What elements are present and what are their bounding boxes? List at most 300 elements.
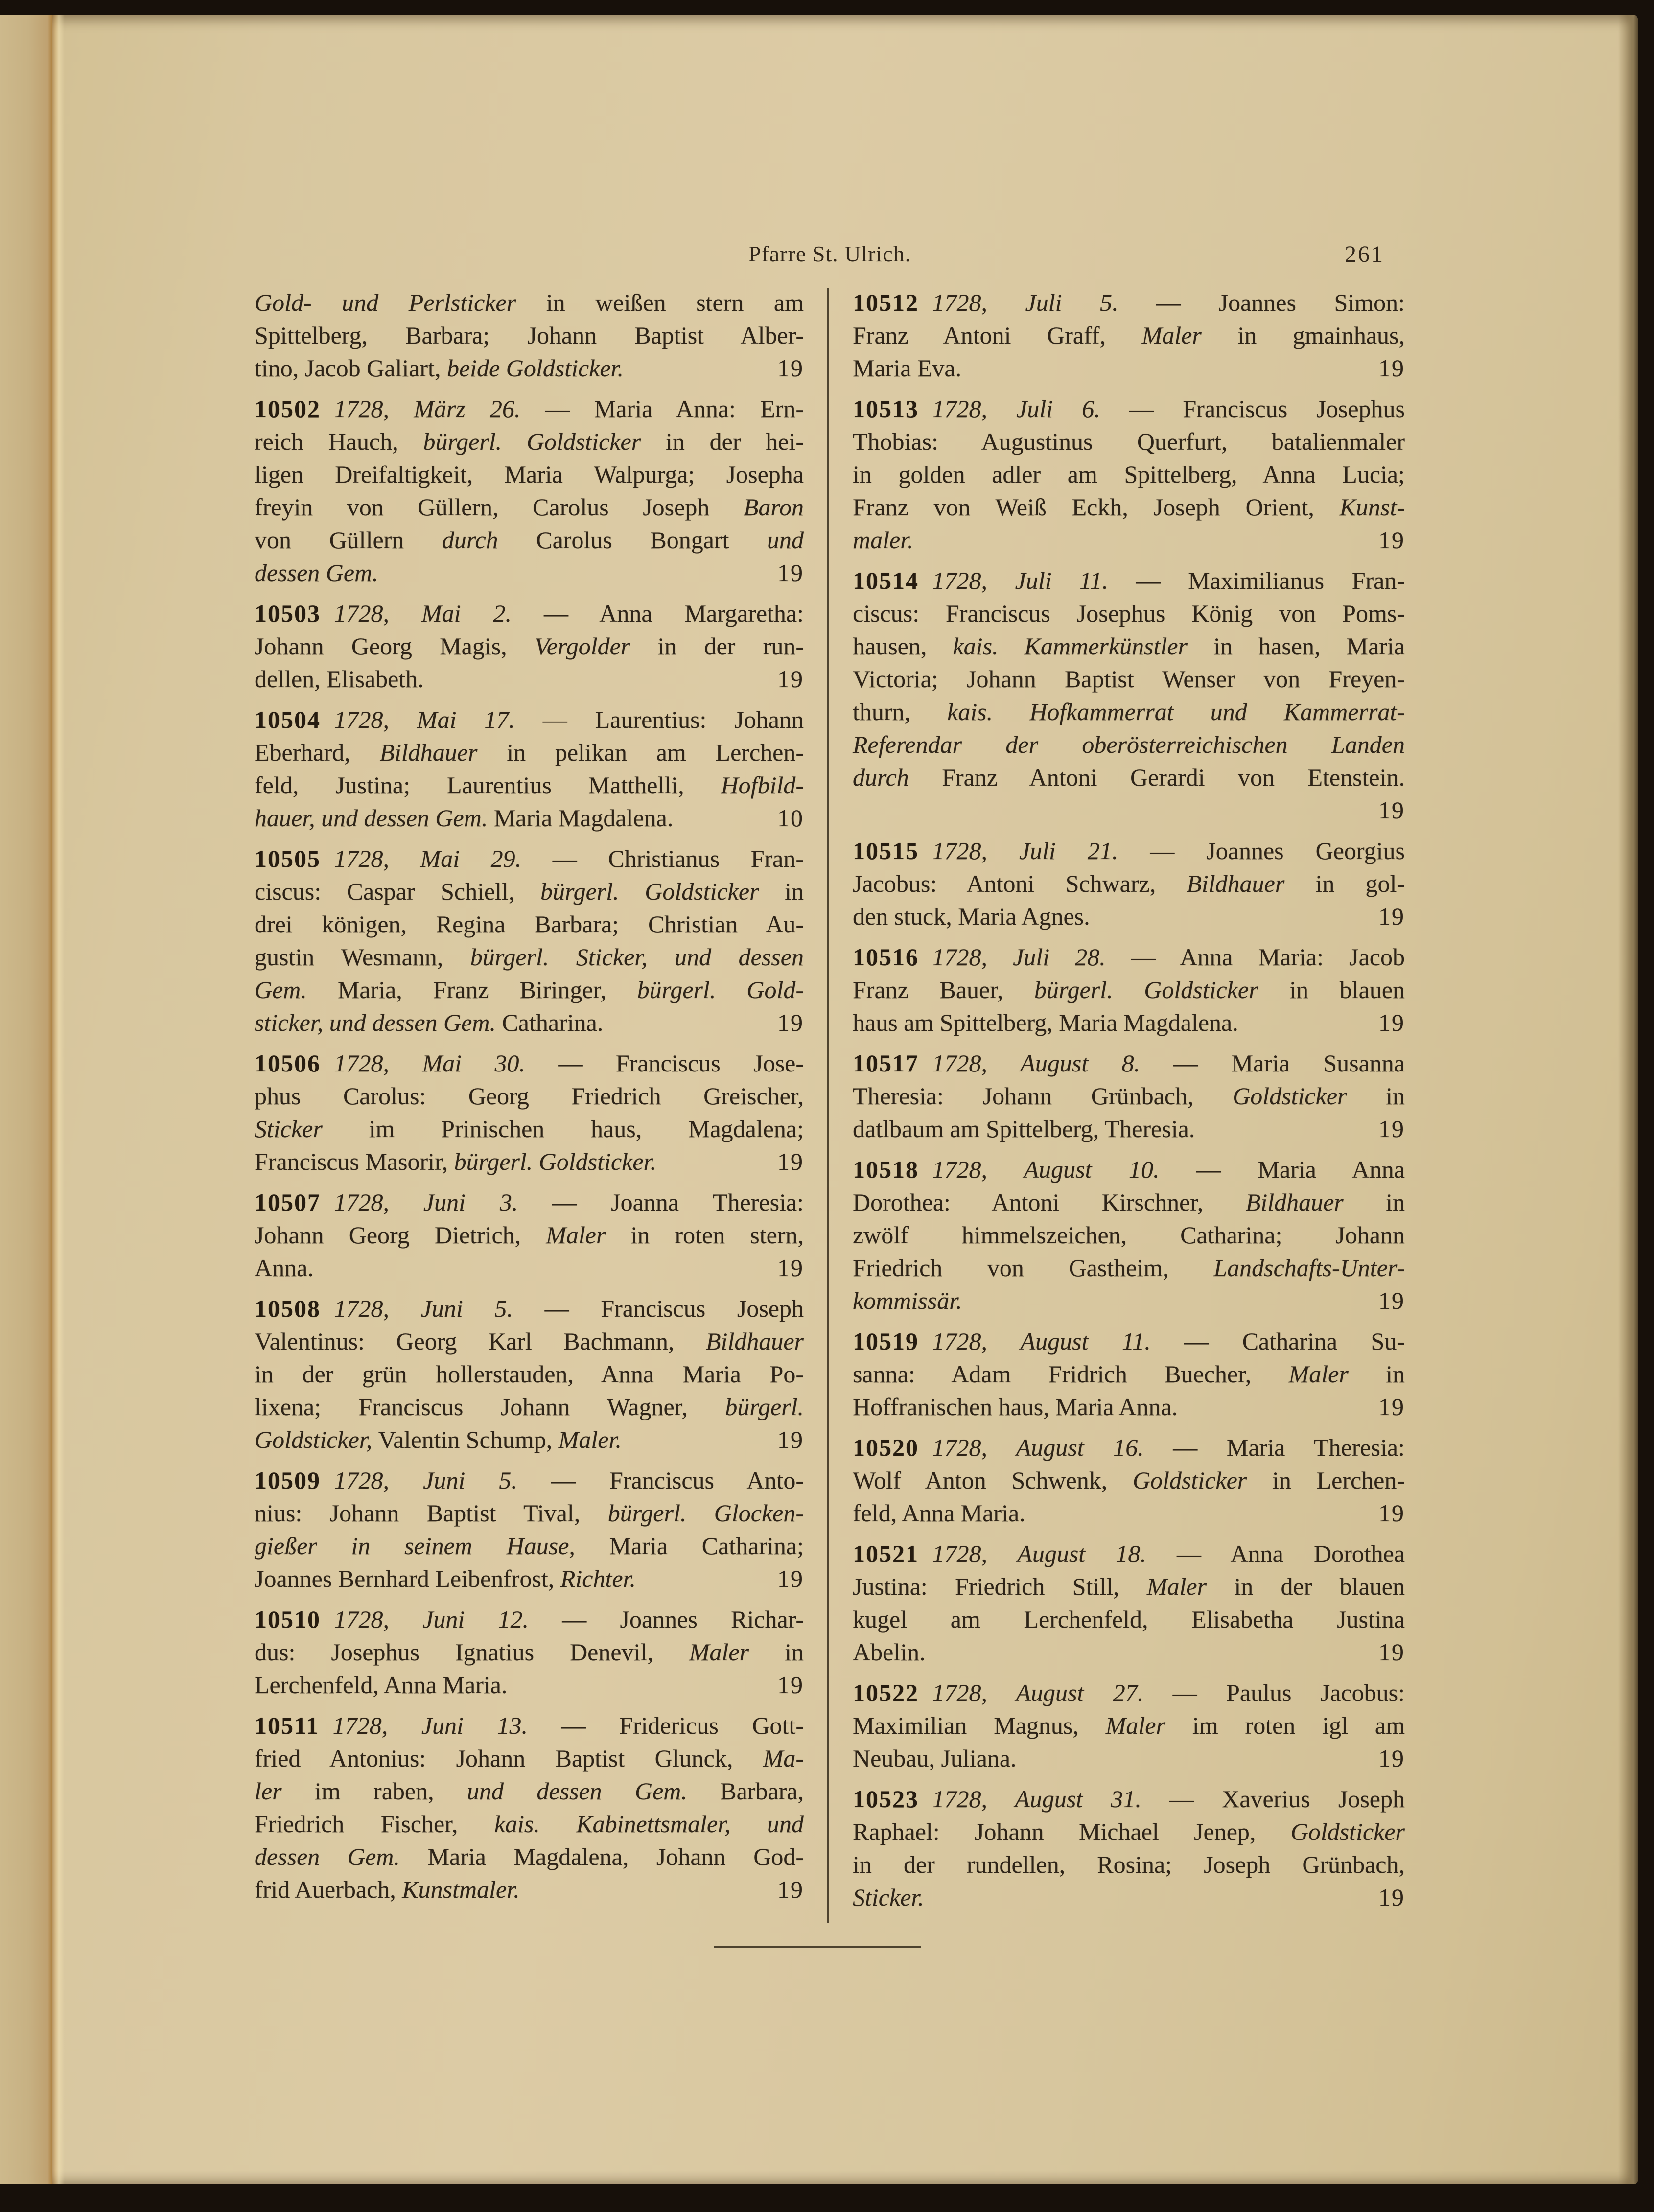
text-line xyxy=(853,286,1405,319)
text-line-content xyxy=(255,557,378,589)
text-line xyxy=(853,1047,1405,1080)
entry-italic-text: Maler xyxy=(1141,322,1238,349)
text-line xyxy=(255,1464,804,1497)
text-line xyxy=(255,1669,804,1701)
entry-text: — Joannes Georgius xyxy=(1150,837,1405,864)
entry-number: 10503 xyxy=(255,600,321,627)
text-line xyxy=(255,842,804,875)
text-line xyxy=(255,802,804,835)
entry-italic-text: 1728, Juli 6. xyxy=(932,395,1130,422)
entry-ref-number: 19 xyxy=(777,1876,804,1903)
entry-ref-number: 19 xyxy=(1378,1745,1405,1772)
column-divider-rule xyxy=(827,288,829,1923)
register-entry xyxy=(853,1783,1405,1914)
entry-text: — Maria Anna xyxy=(1196,1156,1405,1183)
text-line xyxy=(853,1006,1405,1039)
text-line-content xyxy=(853,1742,1017,1775)
text-line xyxy=(853,1464,1405,1497)
entry-ref-number: 19 xyxy=(1378,903,1405,930)
text-line xyxy=(255,908,804,941)
text-line-content xyxy=(255,1669,507,1701)
text-line xyxy=(853,1881,1405,1914)
entry-text: Jacobus: Antoni Schwarz, xyxy=(853,870,1187,897)
text-line xyxy=(853,1742,1405,1775)
entry-ref-number: 19 xyxy=(1378,1009,1405,1036)
text-line xyxy=(255,663,804,696)
register-entry xyxy=(255,393,804,589)
text-line xyxy=(255,1047,804,1080)
entry-text: — Christianus Fran- xyxy=(552,845,804,872)
text-line xyxy=(853,761,1405,794)
text-line-content xyxy=(255,1873,520,1906)
entry-italic-text: 1728, August 8. xyxy=(932,1049,1174,1077)
entry-text: Franz Antoni Gerardi von Etenstein. xyxy=(942,764,1405,791)
entry-italic-text: Bildhauer xyxy=(379,739,507,766)
entry-text: Neubau, Juliana. xyxy=(853,1745,1017,1772)
text-line xyxy=(853,835,1405,867)
entry-italic-text: 1728, August 11. xyxy=(932,1327,1185,1355)
entry-italic-text: sticker, und dessen Gem. xyxy=(255,1009,502,1036)
entry-italic-text: 1728, Juni 5. xyxy=(334,1295,545,1322)
entry-text: Joannes Bernhard Leibenfrost, xyxy=(255,1565,560,1592)
entry-italic-text: Kunstmaler. xyxy=(402,1876,520,1903)
entry-text: in der blauen xyxy=(1234,1573,1405,1600)
entry-italic-text: bürgerl. Goldsticker xyxy=(1034,976,1290,1003)
register-entry xyxy=(853,835,1405,933)
text-line xyxy=(853,1113,1405,1145)
text-line xyxy=(853,1219,1405,1252)
entry-ref-number: 19 xyxy=(777,559,804,586)
entry-text: Victoria; Johann Baptist Wenser von Freyen- xyxy=(853,665,1405,693)
entry-italic-text: 1728, August 27. xyxy=(932,1679,1173,1706)
entry-text: haus am Spittelberg, Maria Magdalena. xyxy=(853,1009,1238,1036)
entry-text: in gol- xyxy=(1315,870,1405,897)
text-line xyxy=(853,393,1405,425)
entry-ref-number: 19 xyxy=(1378,1393,1405,1420)
page-gutter xyxy=(0,15,52,2184)
register-entry xyxy=(255,1464,804,1595)
entry-text: dus: Josephus Ignatius Denevil, xyxy=(255,1638,689,1666)
entry-number: 10504 xyxy=(255,706,321,733)
text-line xyxy=(255,875,804,908)
text-line xyxy=(853,867,1405,900)
entry-italic-text: dessen Gem. xyxy=(255,1843,428,1870)
entry-text: Anna. xyxy=(255,1254,314,1281)
entry-text: fried Antonius: Johann Baptist Glunck, xyxy=(255,1745,763,1772)
entry-ref-number: 19 xyxy=(1378,1115,1405,1142)
text-line-content xyxy=(255,1562,636,1595)
entry-text: — Franciscus Joseph xyxy=(544,1295,804,1322)
entry-text: gustin Wesmann, xyxy=(255,943,470,971)
entry-italic-text: 1728, Juli 5. xyxy=(932,289,1157,316)
entry-ref-number: 19 xyxy=(777,665,804,693)
entry-italic-text: bürgerl. xyxy=(725,1393,804,1420)
text-line-content xyxy=(255,802,673,835)
entry-italic-text: Maler. xyxy=(558,1426,622,1453)
gutter-crease xyxy=(52,15,65,2184)
entry-text: in der hei- xyxy=(665,428,804,455)
entry-text: Theresia: Johann Grünbach, xyxy=(853,1082,1233,1110)
entry-ref-number: 19 xyxy=(777,1009,804,1036)
text-line xyxy=(853,1080,1405,1113)
entry-text: — Anna Dorothea xyxy=(1177,1540,1405,1567)
text-line xyxy=(853,1153,1405,1186)
entry-italic-text: 1728, März 26. xyxy=(334,395,545,422)
text-line xyxy=(853,728,1405,761)
text-line xyxy=(255,1562,804,1595)
text-line xyxy=(853,1709,1405,1742)
page-edge-right xyxy=(1618,15,1638,2184)
entry-text: Carolus Bongart xyxy=(536,526,768,554)
entry-italic-text: Referendar der oberösterreichischen Landen xyxy=(853,731,1405,758)
entry-text: in golden adler am Spittelberg, Anna Lucia; xyxy=(853,461,1405,488)
entry-ref-number: 19 xyxy=(1378,1638,1405,1666)
register-entry xyxy=(853,1325,1405,1423)
entry-text: Maria, Franz Biringer, xyxy=(337,976,637,1003)
entry-italic-text: 1728, Juli 21. xyxy=(932,837,1150,864)
entry-italic-text: Gold- und Perlsticker xyxy=(255,289,546,316)
entry-text: lixena; Franciscus Johann Wagner, xyxy=(255,1393,725,1420)
register-entry xyxy=(255,1709,804,1906)
entry-italic-text: 1728, Juni 3. xyxy=(334,1188,553,1216)
entry-text: Maximilian Magnus, xyxy=(853,1712,1106,1739)
entry-text: — Catharina Su- xyxy=(1184,1327,1405,1355)
text-line-content xyxy=(853,1391,1178,1423)
entry-text: — Anna Maria: Jacob xyxy=(1131,943,1405,971)
entry-italic-text: Kunst- xyxy=(1339,493,1405,521)
entry-italic-text: Gem. xyxy=(255,976,338,1003)
entry-ref-number: 19 xyxy=(777,1565,804,1592)
entry-italic-text: kais. Hofkammerrat und Kammerrat- xyxy=(947,698,1405,725)
entry-text: Maria Magdalena. xyxy=(493,804,674,832)
entry-text: datlbaum am Spittelberg, Theresia. xyxy=(853,1115,1195,1142)
entry-text: Maria Magdalena, Johann God- xyxy=(427,1843,804,1870)
entry-text: in roten stern, xyxy=(630,1221,804,1249)
entry-text: ciscus: Franciscus Josephus König von Poms- xyxy=(853,600,1405,627)
text-line xyxy=(255,703,804,736)
text-line-content xyxy=(853,352,961,385)
entry-text: den stuck, Maria Agnes. xyxy=(853,903,1090,930)
entry-italic-text: Sticker xyxy=(255,1115,369,1142)
text-line-content xyxy=(853,1636,926,1669)
entry-text: in hasen, Maria xyxy=(1213,632,1405,660)
text-line xyxy=(853,1358,1405,1391)
entry-text: nius: Johann Baptist Tival, xyxy=(255,1499,608,1527)
entry-number: 10516 xyxy=(853,943,919,971)
text-line-content xyxy=(853,1284,962,1317)
register-entry xyxy=(853,941,1405,1039)
entry-text: — Franciscus Anto- xyxy=(551,1467,804,1494)
text-line xyxy=(255,1006,804,1039)
entry-number: 10510 xyxy=(255,1606,321,1633)
entry-text: sanna: Adam Fridrich Buecher, xyxy=(853,1360,1289,1388)
register-entry xyxy=(255,1603,804,1701)
entry-number: 10502 xyxy=(255,395,321,422)
register-entry xyxy=(853,286,1405,385)
entry-text: — Laurentius: Johann xyxy=(542,706,804,733)
entry-text: Dorothea: Antoni Kirschner, xyxy=(853,1188,1246,1216)
text-line xyxy=(853,1570,1405,1603)
text-line xyxy=(255,319,804,352)
text-line xyxy=(255,458,804,491)
text-line xyxy=(853,352,1405,385)
entry-text: — Maria Susanna xyxy=(1173,1049,1405,1077)
entry-italic-text: 1728, Mai 2. xyxy=(334,600,544,627)
entry-text: Spittelberg, Barbara; Johann Baptist Alber- xyxy=(255,322,804,349)
text-line xyxy=(853,1783,1405,1816)
entry-ref-number: 19 xyxy=(1378,1499,1405,1527)
entry-italic-text: Bildhauer xyxy=(1187,870,1316,897)
text-line xyxy=(255,1775,804,1808)
entry-text: — Maria Anna: Ern- xyxy=(545,395,804,422)
entry-italic-text: Landschafts-Unter- xyxy=(1213,1254,1405,1281)
entry-italic-text: Bildhauer xyxy=(1245,1188,1386,1216)
text-line xyxy=(255,1530,804,1562)
entry-italic-text: Maler xyxy=(546,1221,631,1249)
entry-italic-text: Richter. xyxy=(560,1565,636,1592)
text-line xyxy=(255,597,804,630)
entry-text: Valentinus: Georg Karl Bachmann, xyxy=(255,1327,706,1355)
entry-text: zwölf himmelszeichen, Catharina; Johann xyxy=(853,1221,1405,1249)
entry-italic-text: ler xyxy=(255,1777,315,1805)
register-entry xyxy=(853,1153,1405,1317)
entry-number: 10514 xyxy=(853,567,919,594)
entry-italic-text: Maler xyxy=(689,1638,785,1666)
entry-text: in der grün hollerstauden, Anna Maria Po- xyxy=(255,1360,804,1388)
entry-text: Franz Bauer, xyxy=(853,976,1034,1003)
entry-text: Franz Antoni Graff, xyxy=(853,322,1142,349)
register-entry xyxy=(255,842,804,1039)
entry-text: Raphael: Johann Michael Jenep, xyxy=(853,1818,1291,1845)
entry-text: in xyxy=(785,878,804,905)
entry-italic-text: Goldsticker xyxy=(1233,1082,1386,1110)
text-line xyxy=(255,1873,804,1906)
text-line xyxy=(255,1080,804,1113)
entry-italic-text: bürgerl. Goldsticker xyxy=(540,878,785,905)
entry-text: Friedrich von Gastheim, xyxy=(853,1254,1214,1281)
entry-ref-number: 19 xyxy=(777,1426,804,1453)
register-entry xyxy=(853,564,1405,827)
entry-text: ciscus: Caspar Schiell, xyxy=(255,878,541,905)
text-line xyxy=(255,1113,804,1145)
text-line xyxy=(255,941,804,974)
entry-italic-text: 1728, Juni 5. xyxy=(334,1467,551,1494)
entry-ref-number: 10 xyxy=(777,804,804,832)
entry-text: im Prinischen haus, Magdalena; xyxy=(369,1115,804,1142)
text-line xyxy=(255,1636,804,1669)
entry-text: feld, Justina; Laurentius Matthelli, xyxy=(255,771,721,799)
entry-italic-text: Goldsticker, xyxy=(255,1426,378,1453)
text-line xyxy=(853,663,1405,696)
text-line xyxy=(255,974,804,1006)
text-line xyxy=(255,1186,804,1219)
entry-ref-number: 19 xyxy=(1378,1287,1405,1314)
text-line xyxy=(255,352,804,385)
entry-italic-text: Bildhauer xyxy=(706,1327,804,1355)
entry-italic-text: Sticker. xyxy=(853,1884,924,1911)
entry-ref-number: 19 xyxy=(1378,1884,1405,1911)
entry-text: in xyxy=(1386,1082,1405,1110)
entry-italic-text: Maler xyxy=(1288,1360,1386,1388)
text-line xyxy=(853,458,1405,491)
text-line xyxy=(255,1497,804,1530)
text-line xyxy=(853,1816,1405,1848)
text-line xyxy=(255,1423,804,1456)
entry-text: in xyxy=(785,1638,804,1666)
running-head xyxy=(255,241,1405,275)
text-line-content xyxy=(255,1252,314,1284)
text-line-content xyxy=(853,900,1090,933)
entry-text: Wolf Anton Schwenk, xyxy=(853,1467,1133,1494)
end-rule xyxy=(714,1946,921,1948)
register-entry xyxy=(255,703,804,835)
text-line xyxy=(853,1537,1405,1570)
text-line xyxy=(853,1848,1405,1881)
text-line xyxy=(255,736,804,769)
entry-text: Hoffranischen haus, Maria Anna. xyxy=(853,1393,1178,1420)
text-line xyxy=(853,630,1405,663)
text-line xyxy=(853,1252,1405,1284)
entry-italic-text: 1728, Juli 11. xyxy=(932,567,1136,594)
entry-text: dellen, Elisabeth. xyxy=(255,665,424,693)
text-line xyxy=(255,425,804,458)
register-entry xyxy=(853,393,1405,557)
entry-ref-number: 19 xyxy=(1378,526,1405,554)
entry-ref-number: 19 xyxy=(777,1148,804,1175)
text-line xyxy=(853,1186,1405,1219)
entry-text: in pelikan am Lerchen- xyxy=(507,739,804,766)
text-line xyxy=(853,1497,1405,1530)
entry-text: — Paulus Jacobus: xyxy=(1172,1679,1405,1706)
entry-italic-text: durch xyxy=(853,764,942,791)
entry-text: in der rundellen, Rosina; Joseph Grünbach, xyxy=(853,1851,1405,1878)
entry-text: Lerchenfeld, Anna Maria. xyxy=(255,1671,508,1699)
entry-italic-text: gießer in seinem Hause, xyxy=(255,1532,609,1560)
entry-number: 10505 xyxy=(255,845,321,872)
text-line xyxy=(853,1284,1405,1317)
entry-text: drei königen, Regina Barbara; Christian Au- xyxy=(255,910,804,938)
entry-text: Maria Catharina; xyxy=(609,1532,804,1560)
entry-italic-text: Vergolder xyxy=(534,632,658,660)
entry-text: Abelin. xyxy=(853,1638,926,1666)
entry-text: hausen, xyxy=(853,632,953,660)
text-line xyxy=(853,1391,1405,1423)
entry-text: feld, Anna Maria. xyxy=(853,1499,1025,1527)
entry-italic-text: hauer, und dessen Gem. xyxy=(255,804,494,832)
register-entry xyxy=(853,1676,1405,1775)
entry-italic-text: 1728, August 31. xyxy=(932,1785,1170,1813)
entry-text: Valentin Schump, xyxy=(378,1426,559,1453)
entry-text: in gmainhaus, xyxy=(1237,322,1405,349)
entry-text: Franz von Weiß Eckh, Joseph Orient, xyxy=(853,493,1340,521)
entry-number: 10506 xyxy=(255,1049,321,1077)
text-line xyxy=(255,393,804,425)
entry-text: — Joannes Simon: xyxy=(1156,289,1405,316)
entry-text: Franciscus Masorir, xyxy=(255,1148,454,1175)
entry-text: Friedrich Fischer, xyxy=(255,1810,494,1838)
entry-number: 10522 xyxy=(853,1679,919,1706)
register-entry xyxy=(255,597,804,696)
entry-italic-text: Goldsticker xyxy=(1290,1818,1405,1845)
text-line xyxy=(853,524,1405,557)
entry-text: Catharina. xyxy=(502,1009,604,1036)
text-line xyxy=(853,597,1405,630)
text-line-content xyxy=(255,1006,603,1039)
text-line xyxy=(255,1292,804,1325)
entry-number: 10511 xyxy=(255,1712,320,1739)
entry-italic-text: bürgerl. Gold- xyxy=(637,976,804,1003)
register-entry xyxy=(255,1047,804,1178)
entry-text: in weißen stern am xyxy=(546,289,804,316)
text-line xyxy=(255,1219,804,1252)
entry-text: frid Auerbach, xyxy=(255,1876,402,1903)
entry-ref-number: 19 xyxy=(777,1671,804,1699)
text-line-content xyxy=(853,524,913,557)
text-line xyxy=(853,974,1405,1006)
text-line xyxy=(255,1358,804,1391)
entry-italic-text: maler. xyxy=(853,526,913,554)
entry-italic-text: beide Goldsticker. xyxy=(446,354,624,382)
text-line xyxy=(255,557,804,589)
text-line xyxy=(853,941,1405,974)
entry-number: 10509 xyxy=(255,1467,321,1494)
entry-number: 10518 xyxy=(853,1156,919,1183)
entry-number: 10512 xyxy=(853,289,919,316)
text-line-content xyxy=(255,352,624,385)
register-entry xyxy=(853,1431,1405,1530)
entry-text: — Anna Margaretha: xyxy=(544,600,804,627)
entry-text: — Maximilianus Fran- xyxy=(1136,567,1405,594)
entry-text: phus Carolus: Georg Friedrich Greischer, xyxy=(255,1082,804,1110)
text-line-content xyxy=(255,663,424,696)
entry-number: 10519 xyxy=(853,1327,919,1355)
text-line xyxy=(255,1391,804,1423)
entry-italic-text: und dessen Gem. xyxy=(466,1777,721,1805)
entry-text: Eberhard, xyxy=(255,739,380,766)
text-line xyxy=(255,286,804,319)
entry-italic-text: und xyxy=(767,526,804,554)
entry-italic-text: Maler xyxy=(1105,1712,1192,1739)
entry-text: — Xaverius Joseph xyxy=(1169,1785,1405,1813)
entry-italic-text: kommissär. xyxy=(853,1287,962,1314)
text-line xyxy=(255,769,804,802)
entry-italic-text: bürgerl. Goldsticker. xyxy=(454,1148,657,1175)
entry-italic-text: 1728, Mai 30. xyxy=(334,1049,559,1077)
entry-italic-text: Baron xyxy=(743,493,804,521)
entry-number: 10520 xyxy=(853,1434,919,1461)
entry-text: Johann Georg Dietrich, xyxy=(255,1221,546,1249)
entry-italic-text: bürgerl. Sticker, und dessen xyxy=(470,943,804,971)
text-line-content xyxy=(255,1145,656,1178)
text-line xyxy=(255,630,804,663)
page-number: 261 xyxy=(1345,241,1384,267)
entry-number: 10507 xyxy=(255,1188,321,1216)
entry-text: thurn, xyxy=(853,698,948,725)
entry-text: in blauen xyxy=(1289,976,1405,1003)
register-entry xyxy=(255,1186,804,1284)
entry-italic-text: Goldsticker xyxy=(1132,1467,1272,1494)
entry-text: Justina: Friedrich Still, xyxy=(853,1573,1147,1600)
register-entry xyxy=(255,286,804,385)
entry-number: 10521 xyxy=(853,1540,919,1567)
text-line xyxy=(853,1325,1405,1358)
entry-text: tino, Jacob Galiart, xyxy=(255,354,447,382)
text-line xyxy=(853,564,1405,597)
entry-text: Thobias: Augustinus Querfurt, batalienmaler xyxy=(853,428,1405,455)
entry-italic-text: Ma- xyxy=(763,1745,804,1772)
entry-text: von Güllern xyxy=(255,526,442,554)
entry-italic-text: Hofbild- xyxy=(721,771,804,799)
